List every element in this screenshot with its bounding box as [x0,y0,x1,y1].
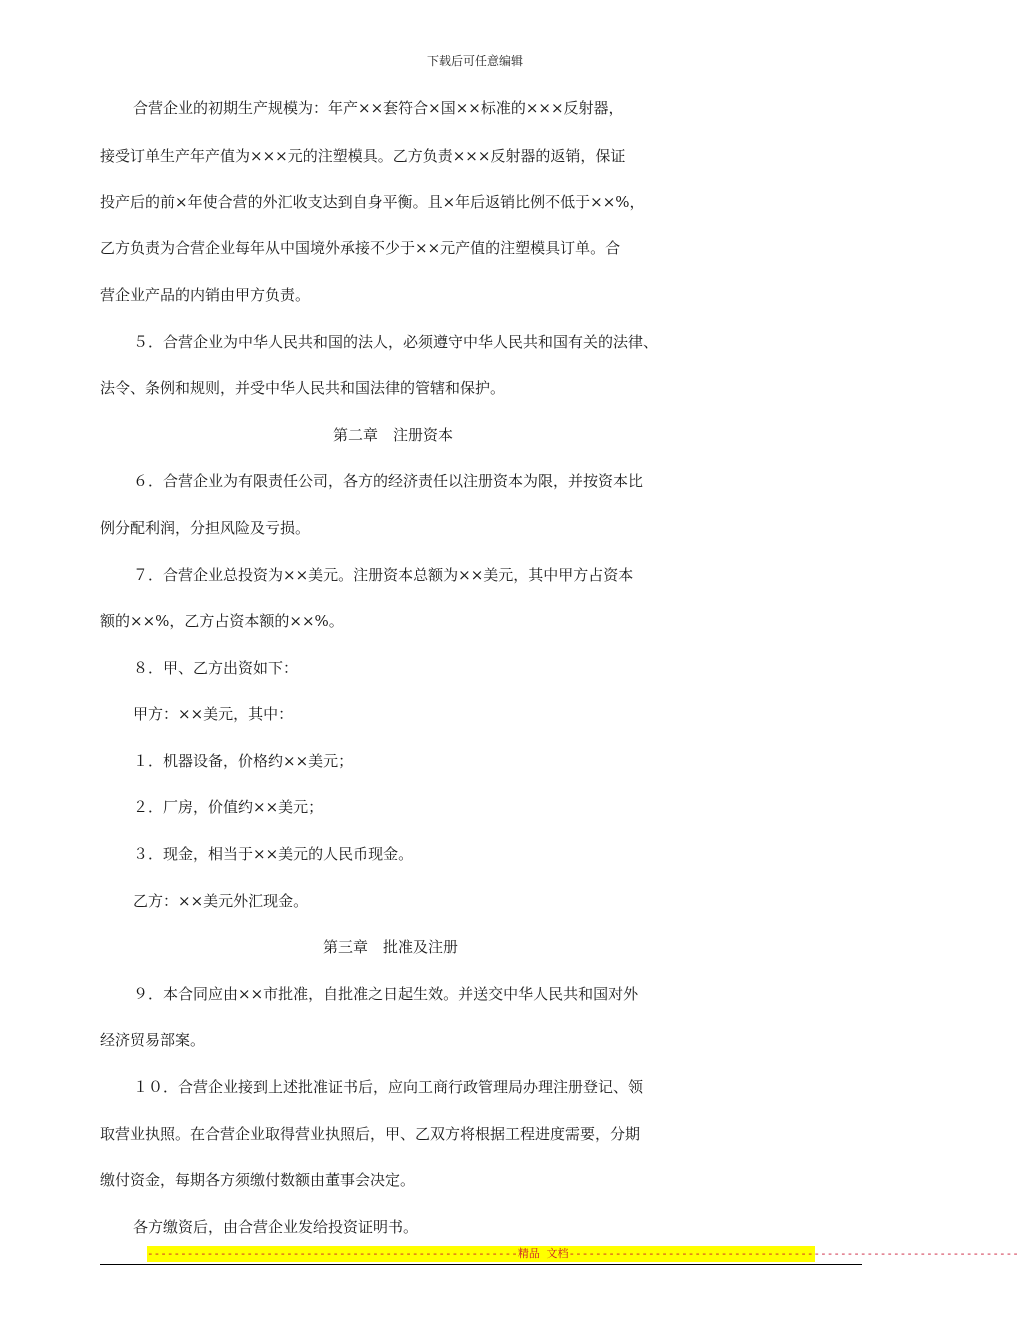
chapter-2-heading: 第二章 注册资本 [333,426,454,444]
footer-divider [100,1264,862,1265]
article-5: ５．合营企业为中华人民共和国的法人，必须遵守中华人民共和国有关的法律、 [133,333,659,351]
party-a-contribution: 甲方：××美元，其中： [133,705,294,723]
body-line: 合营企业的初期生产规模为：年产××套符合×国××标准的×××反射器， [133,99,624,117]
chapter-3-heading: 第三章 批准及注册 [323,938,459,956]
page-header-note: 下载后可任意编辑 [426,54,523,68]
party-b-contribution: 乙方：××美元外汇现金。 [133,892,309,910]
article-7: ７．合营企业总投资为××美元。注册资本总额为××美元，其中甲方占资本 [133,566,634,584]
body-line: 缴付资金，每期各方须缴付数额由董事会决定。 [100,1171,416,1189]
article-10: １０．合营企业接到上述批准证书后，应向工商行政管理局办理注册登记、领 [133,1078,644,1096]
body-line: 接受订单生产年产值为×××元的注塑模具。乙方负责×××反射器的返销，保证 [100,147,626,165]
footer-watermark-band: --------------------------------------------------------精品 文档-------------------------------------------------------------------- [147,1247,1019,1260]
body-line: 额的××%，乙方占资本额的××%。 [100,612,344,630]
body-line: 经济贸易部案。 [100,1031,206,1049]
body-line: 各方缴资后，由合营企业发给投资证明书。 [133,1218,419,1236]
article-8: ８．甲、乙方出资如下： [133,659,299,677]
body-line: 乙方负责为合营企业每年从中国境外承接不少于××元产值的注塑模具订单。合 [100,239,621,257]
body-line: 法令、条例和规则，并受中华人民共和国法律的管辖和保护。 [100,379,506,397]
contribution-item-3: ３．现金，相当于××美元的人民币现金。 [133,845,414,863]
body-line: 投产后的前×年使合营的外汇收支达到自身平衡。且×年后返销比例不低于××%， [100,193,645,211]
article-6: ６．合营企业为有限责任公司，各方的经济责任以注册资本为限，并按资本比 [133,472,644,490]
contribution-item-2: ２．厂房，价值约××美元； [133,798,324,816]
article-9: ９．本合同应由××市批准，自批准之日起生效。并送交中华人民共和国对外 [133,985,639,1003]
body-line: 例分配利润，分担风险及亏损。 [100,519,311,537]
contribution-item-1: １．机器设备，价格约××美元； [133,752,354,770]
body-line: 取营业执照。在合营企业取得营业执照后，甲、乙双方将根据工程进度需要，分期 [100,1125,641,1143]
body-line: 营企业产品的内销由甲方负责。 [100,286,311,304]
